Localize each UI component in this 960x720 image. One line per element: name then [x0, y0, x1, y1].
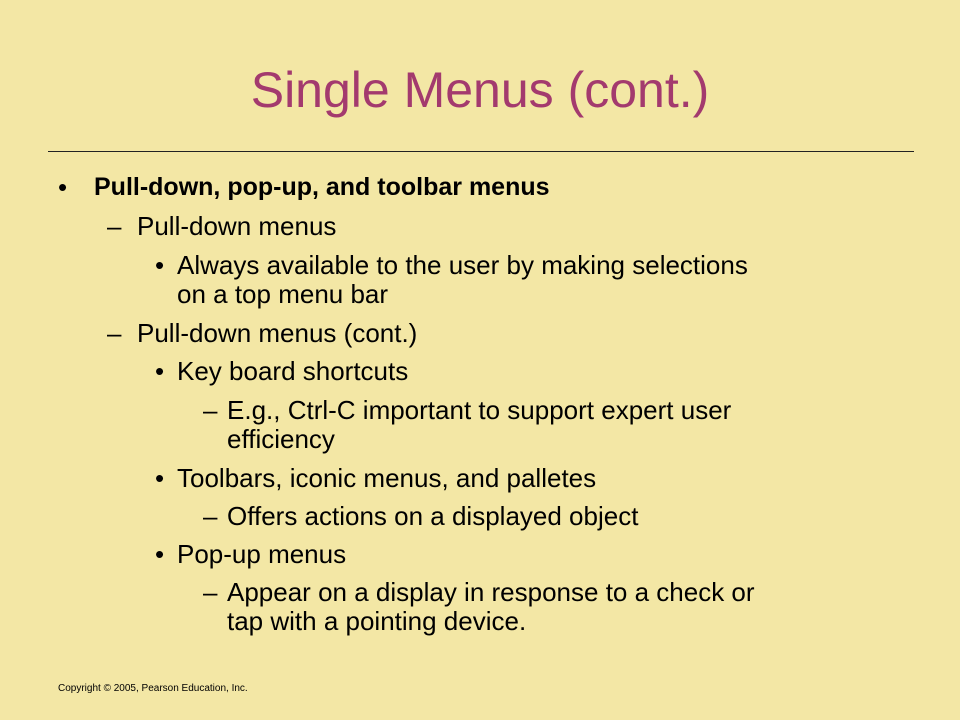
bullet-text: Pull-down menus (cont.) [137, 318, 418, 348]
bullet-text-continued: on a top menu bar [177, 279, 389, 309]
bullet-marker: • [58, 172, 68, 202]
bullet-marker: – [203, 395, 218, 425]
bullet-marker: • [155, 356, 165, 386]
bullet-text: Key board shortcuts [177, 356, 409, 386]
bullet-marker: • [155, 539, 165, 569]
bullet-marker: – [203, 577, 218, 607]
bullet-text: Pull-down, pop-up, and toolbar menus [94, 173, 550, 201]
bullet-text-continued: tap with a pointing device. [227, 606, 527, 636]
bullet-text: Always available to the user by making selections [177, 250, 748, 280]
slide-title: Single Menus (cont.) [250, 62, 710, 118]
bullet-text: Offers actions on a displayed object [227, 501, 639, 531]
bullet-text: Toolbars, iconic menus, and palletes [177, 463, 597, 493]
copyright-footer: Copyright © 2005, Pearson Education, Inc. [58, 683, 248, 694]
bullet-marker: • [155, 463, 165, 493]
bullet-marker: – [107, 318, 122, 348]
bullet-text: Pop-up menus [177, 539, 347, 569]
bullet-marker: – [203, 501, 218, 531]
bullet-text: Appear on a display in response to a check or [227, 577, 755, 607]
bullet-marker: • [155, 250, 165, 280]
bullet-text: Pull-down menus [137, 211, 337, 241]
bullet-text: E.g., Ctrl-C important to support expert user [227, 395, 732, 425]
bullet-marker: – [107, 211, 122, 241]
bullet-text-continued: efficiency [227, 424, 335, 454]
